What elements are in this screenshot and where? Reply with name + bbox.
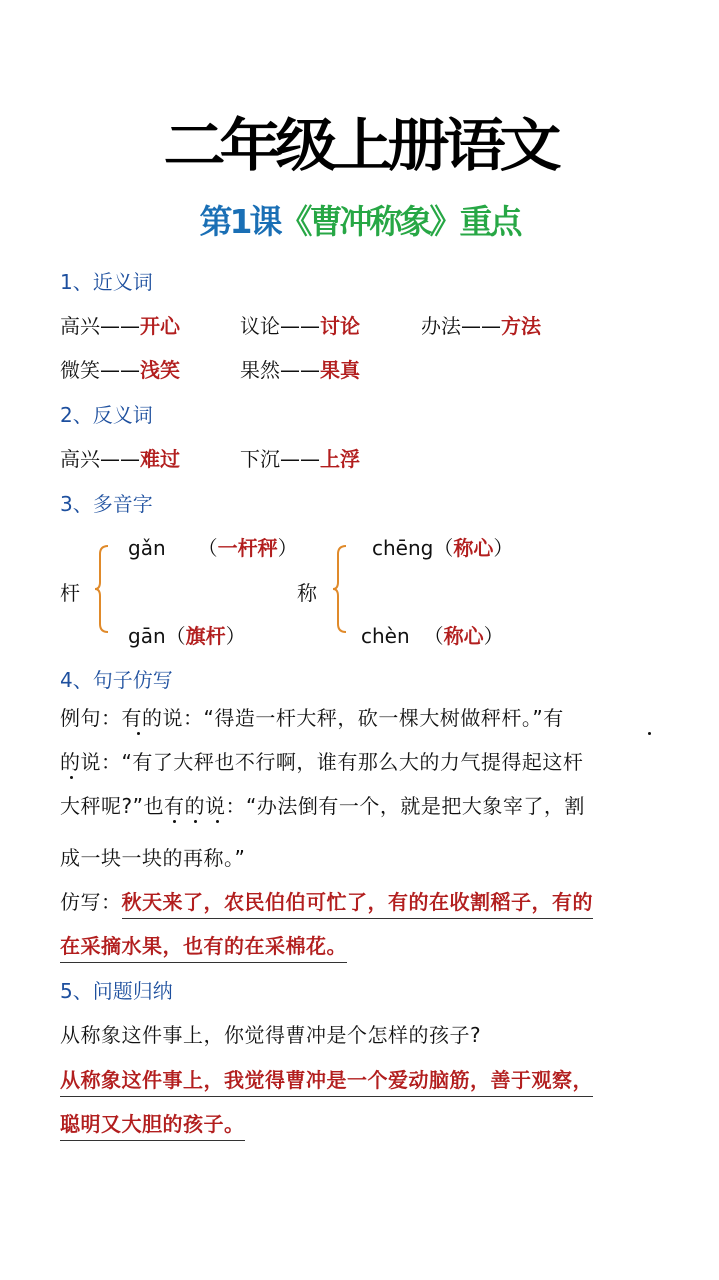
pair-answer: 开心: [140, 314, 180, 338]
reading-row: gān（旗杆）: [128, 624, 246, 648]
emphasis-dot: [70, 776, 73, 779]
pair-answer: 方法: [501, 314, 541, 338]
example-line: [60, 702, 564, 731]
section-heading-polyphonic: 3、多音字: [60, 492, 153, 516]
lesson-subtitle: [0, 196, 719, 243]
pinyin: chèn: [361, 624, 410, 648]
example-word: 旗杆: [185, 624, 226, 648]
antonym-pair: [240, 443, 360, 472]
example-text: 有的说：“得造一杆大秤，砍一棵大树做秤杆。”有: [121, 706, 564, 730]
imitation-line: [60, 930, 347, 959]
answer-line: [60, 1108, 245, 1137]
example-line: 成一块一块的再称。”: [60, 846, 246, 870]
synonym-pair: [421, 310, 541, 339]
section-heading-summary: 5、问题归纳: [60, 979, 173, 1003]
reading-row: chèn （称心）: [361, 624, 504, 648]
pair-word: 下沉——: [240, 447, 320, 471]
imitation-text: 在采摘水果，也有的在采棉花。: [60, 934, 347, 963]
emphasis-dot: [648, 732, 651, 735]
synonym-pair: [240, 310, 360, 339]
reading-row: gǎn （一杆秤）: [128, 536, 298, 560]
lesson-name: 《曹冲称象》: [279, 202, 460, 241]
emphasis-dot: [137, 732, 140, 735]
pair-word: 办法——: [421, 314, 501, 338]
example-word: 一杆秤: [217, 536, 278, 560]
synonym-pair: [60, 310, 180, 339]
synonym-pair: [60, 354, 180, 383]
pinyin: chēng: [372, 536, 434, 560]
reading-row: chēng（称心）: [372, 536, 514, 560]
pair-word: 果然——: [240, 358, 320, 382]
emphasis-dot: [216, 820, 219, 823]
antonym-pair: [60, 443, 180, 472]
pair-word: 高兴——: [60, 314, 140, 338]
pair-word: 微笑——: [60, 358, 140, 382]
imitation-text: 秋天来了，农民伯伯可忙了，有的在收割稻子，有的: [122, 890, 594, 919]
polyphonic-char: 杆: [60, 581, 80, 605]
example-label: 例句：: [60, 706, 122, 730]
imitation-label: 仿写：: [60, 890, 122, 914]
answer-line: [60, 1064, 593, 1093]
left-brace-icon: [332, 544, 348, 634]
pinyin: gǎn: [128, 536, 166, 560]
example-line: 大秤呢?”也有的说：“办法倒有一个，就是把大象宰了，割: [60, 794, 585, 818]
pair-answer: 难过: [140, 447, 180, 471]
emphasis-dot: [173, 820, 176, 823]
answer-text: 从称象这件事上，我觉得曹冲是一个爱动脑筋，善于观察，: [60, 1068, 593, 1097]
lesson-focus: 重点: [459, 202, 520, 241]
lesson-number: 第1课: [199, 202, 280, 241]
pair-answer: 浅笑: [140, 358, 180, 382]
section-heading-antonyms: 2、反义词: [60, 403, 153, 427]
answer-text: 聪明又大胆的孩子。: [60, 1112, 245, 1141]
pair-word: 议论——: [240, 314, 320, 338]
example-line: 的说：“有了大秤也不行啊，谁有那么大的力气提得起这杆: [60, 750, 584, 774]
pair-answer: 果真: [320, 358, 360, 382]
pair-word: 高兴——: [60, 447, 140, 471]
emphasis-dot: [194, 820, 197, 823]
synonym-pair: [240, 354, 360, 383]
example-word: 称心: [453, 536, 494, 560]
pinyin: gān: [128, 624, 166, 648]
pair-answer: 上浮: [320, 447, 360, 471]
section-heading-imitation: 4、句子仿写: [60, 668, 173, 692]
question-text: 从称象这件事上，你觉得曹冲是个怎样的孩子?: [60, 1023, 482, 1047]
polyphonic-char: 称: [297, 581, 317, 605]
page-title: 二年级上册语文: [163, 111, 556, 179]
section-heading-synonyms: 1、近义词: [60, 270, 153, 294]
example-word: 称心: [443, 624, 484, 648]
left-brace-icon: [94, 544, 110, 634]
pair-answer: 讨论: [320, 314, 360, 338]
imitation-line: [60, 886, 593, 915]
